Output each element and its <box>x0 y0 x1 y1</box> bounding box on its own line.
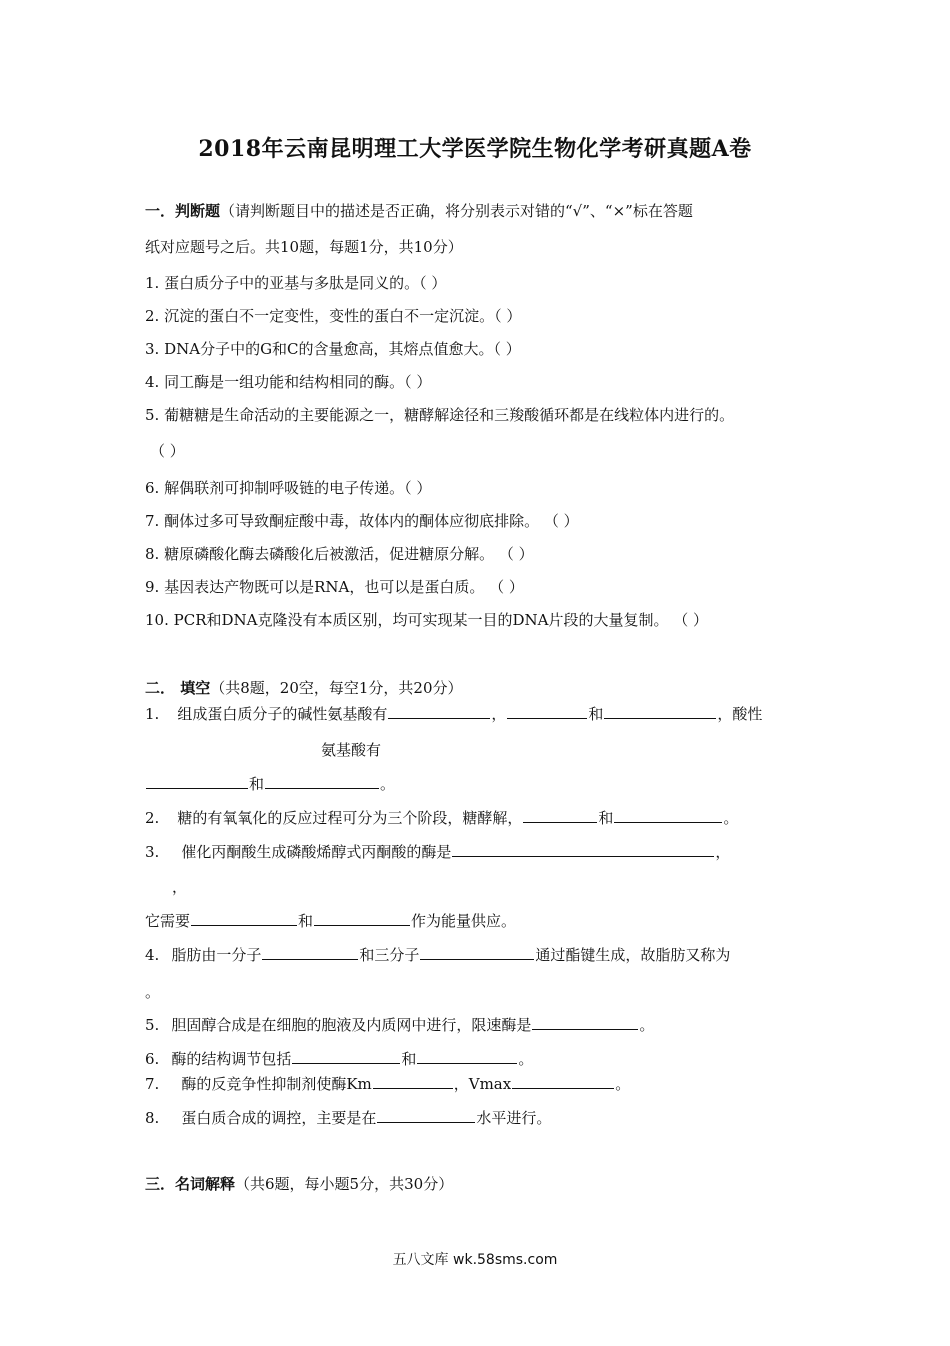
judge-item-6: 6. 解偶联剂可抑制呼吸链的电子传递。（ ） <box>145 479 432 497</box>
judge-item-5: 5. 葡糖糖是生命活动的主要能源之一，糖酵解途径和三羧酸循环都是在线粒体内进行的。 <box>145 406 735 424</box>
fill-q8-text-b: 水平进行。 <box>476 1109 552 1127</box>
section2-heading: 二． 填空 <box>145 679 211 697</box>
fill-q4-blank-1[interactable] <box>262 945 358 960</box>
fill-q3-text-d: 它需要 <box>145 912 191 930</box>
judge-item-3: 3. DNA分子中的G和C的含量愈高，其熔点值愈大。（ ） <box>145 340 521 358</box>
fill-q2-text-b: 和 <box>598 809 614 827</box>
section1-instructions-b: 纸对应题号之后。共10题，每题1分，共10分） <box>145 238 463 256</box>
fill-q2-num: 2. <box>145 809 160 827</box>
fill-q5-num: 5. <box>145 1016 160 1034</box>
fill-q7-blank-1[interactable] <box>373 1074 453 1089</box>
footer-watermark: 五八文库 wk.58sms.com <box>392 1252 558 1268</box>
fill-q8-text-a: 蛋白质合成的调控，主要是在 <box>181 1109 377 1127</box>
fill-q3 <box>145 841 730 862</box>
fill-q3-blank-1[interactable] <box>452 842 714 857</box>
section1-header <box>145 200 693 221</box>
fill-q6-blank-1[interactable] <box>292 1049 400 1064</box>
section3-header <box>145 1173 453 1194</box>
fill-q6-text-b: 和 <box>401 1050 417 1068</box>
fill-q2-text-c: 。 <box>723 809 739 827</box>
fill-q3-text-c: ， <box>172 878 188 896</box>
fill-q2 <box>145 807 738 828</box>
fill-q3-text-b: ， <box>715 843 731 861</box>
fill-q5-text-a: 胆固醇合成是在细胞的胞液及内质网中进行，限速酶是 <box>171 1016 532 1034</box>
fill-q1-blank-5[interactable] <box>265 774 379 789</box>
fill-q6-blank-2[interactable] <box>417 1049 517 1064</box>
section1-heading: 一．判断题 <box>145 202 221 220</box>
fill-q3-text-e: 和 <box>298 912 314 930</box>
section2-header <box>145 677 463 698</box>
fill-q1-blank-3[interactable] <box>604 704 716 719</box>
fill-q1-text-a: 组成蛋白质分子的碱性氨基酸有 <box>177 705 388 723</box>
fill-q4-text-a: 脂肪由一分子 <box>171 946 262 964</box>
judge-item-1: 1. 蛋白质分子中的亚基与多肽是同义的。（ ） <box>145 274 447 292</box>
fill-q5-text-b: 。 <box>639 1016 655 1034</box>
fill-q7-blank-2[interactable] <box>512 1074 614 1089</box>
fill-q1-text-d: ，酸性 <box>717 705 763 723</box>
document-title: 2018年云南昆明理工大学医学院生物化学考研真题A卷 <box>198 136 752 162</box>
judge-item-5-paren: （ ） <box>150 442 185 460</box>
fill-q2-blank-1[interactable] <box>523 808 597 823</box>
fill-q1-text-b: ， <box>491 705 507 723</box>
fill-q1-text-e: 氨基酸有 <box>321 741 382 759</box>
fill-q3-text-a: 催化丙酮酸生成磷酸烯醇式丙酮酸的酶是 <box>181 843 452 861</box>
fill-q4-text-c: 通过酯键生成，故脂肪又称为 <box>535 946 731 964</box>
fill-q3-blank-2[interactable] <box>191 911 297 926</box>
fill-q1-blank-2[interactable] <box>507 704 587 719</box>
fill-q8-num: 8. <box>145 1109 160 1127</box>
section3-heading: 三．名词解释 <box>145 1175 236 1193</box>
fill-q1-text-c: 和 <box>588 705 604 723</box>
fill-q1-text-f: 和 <box>249 775 265 793</box>
section2-instructions: （共8题，20空，每空1分，共20分） <box>210 679 463 697</box>
fill-q3-line3 <box>145 910 516 931</box>
fill-q1-text-g: 。 <box>380 775 396 793</box>
fill-q1-blank-4[interactable] <box>146 774 248 789</box>
fill-q6-num: 6. <box>145 1050 160 1068</box>
judge-item-10: 10. PCR和DNA克隆没有本质区别，均可实现某一目的DNA片段的大量复制。 （ ） <box>145 611 708 629</box>
fill-q6 <box>145 1048 533 1069</box>
judge-item-7: 7. 酮体过多可导致酮症酸中毒，故体内的酮体应彻底排除。 （ ） <box>145 512 579 530</box>
fill-q5-blank-1[interactable] <box>532 1015 638 1030</box>
fill-q4-num: 4. <box>145 946 160 964</box>
fill-q7-text-a: 酶的反竞争性抑制剂使酶Km <box>181 1075 372 1093</box>
fill-q4 <box>145 944 730 965</box>
fill-q8-blank-1[interactable] <box>377 1108 475 1123</box>
fill-q4-blank-2[interactable] <box>420 945 534 960</box>
fill-q1-line3 <box>145 773 395 794</box>
fill-q8 <box>145 1107 551 1128</box>
fill-q3-blank-3[interactable] <box>314 911 410 926</box>
fill-q6-text-c: 。 <box>518 1050 534 1068</box>
fill-q7-text-c: 。 <box>615 1075 631 1093</box>
judge-item-2: 2. 沉淀的蛋白不一定变性，变性的蛋白不一定沉淀。（ ） <box>145 307 522 325</box>
fill-q3-num: 3. <box>145 843 160 861</box>
fill-q7-num: 7. <box>145 1075 160 1093</box>
fill-q3-text-f: 作为能量供应。 <box>411 912 517 930</box>
section3-instructions: （共6题，每小题5分，共30分） <box>235 1175 454 1193</box>
fill-q1-num: 1. <box>145 705 160 723</box>
fill-q4-text-d: 。 <box>145 983 161 1001</box>
section1-instructions-a: （请判断题目中的描述是否正确，将分别表示对错的“√”、“×”标在答题 <box>220 202 693 220</box>
fill-q2-text-a: 糖的有氧氧化的反应过程可分为三个阶段，糖酵解， <box>177 809 523 827</box>
fill-q7 <box>145 1073 630 1094</box>
fill-q1-blank-1[interactable] <box>388 704 490 719</box>
fill-q7-text-b: ，Vmax <box>453 1075 512 1093</box>
judge-item-4: 4. 同工酶是一组功能和结构相同的酶。（ ） <box>145 373 432 391</box>
fill-q5 <box>145 1014 654 1035</box>
fill-q4-text-b: 和三分子 <box>359 946 420 964</box>
fill-q1-line1 <box>145 703 762 724</box>
judge-item-8: 8. 糖原磷酸化酶去磷酸化后被激活，促进糖原分解。 （ ） <box>145 545 534 563</box>
fill-q2-blank-2[interactable] <box>614 808 722 823</box>
fill-q6-text-a: 酶的结构调节包括 <box>171 1050 292 1068</box>
judge-item-9: 9. 基因表达产物既可以是RNA，也可以是蛋白质。 （ ） <box>145 578 524 596</box>
